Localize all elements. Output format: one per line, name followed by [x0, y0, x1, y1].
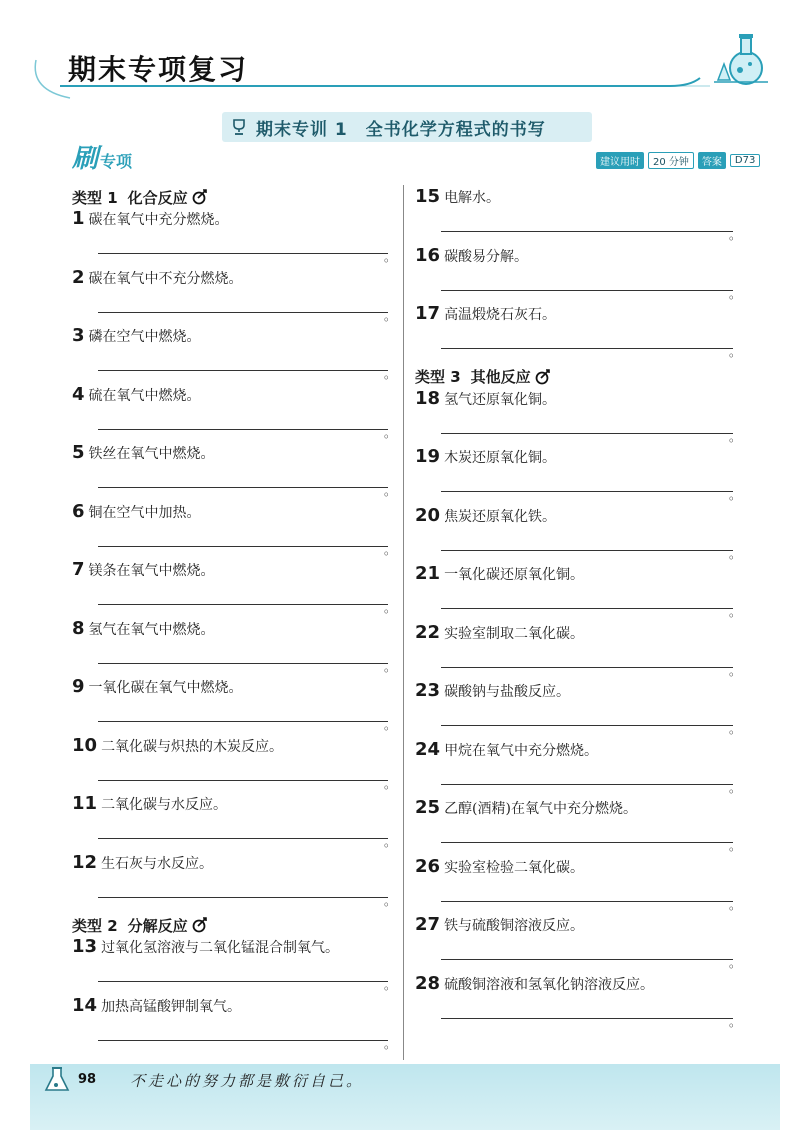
end-mark: 。	[728, 605, 741, 619]
type-label: 类型 3	[415, 368, 461, 386]
type-heading-2	[72, 914, 402, 936]
end-mark: 。	[728, 546, 741, 561]
question-number: 6	[72, 500, 85, 522]
answer-line[interactable]	[441, 348, 733, 349]
question-item	[72, 267, 402, 326]
question-text: 生石灰与水反应。	[101, 855, 214, 872]
question-item	[415, 856, 747, 915]
end-mark: 。	[728, 1014, 741, 1029]
question-text: 焦炭还原氧化铁。	[444, 508, 557, 525]
end-mark: 。	[728, 286, 741, 301]
answer-line[interactable]	[441, 1018, 733, 1019]
question-number: 17	[415, 303, 441, 324]
question-text: 碳酸钠与盐酸反应。	[444, 684, 571, 700]
question-text: 加热高锰酸钾制氧气。	[101, 998, 242, 1015]
brush-big: 刷	[72, 144, 99, 174]
right-column	[415, 186, 747, 1031]
question-text: 磷在空气中燃烧。	[88, 329, 201, 345]
question-text: 硫酸铜溶液和氢氧化钠溶液反应。	[444, 976, 655, 993]
answer-line[interactable]	[441, 667, 733, 668]
meta-badges	[596, 152, 760, 169]
question-text: 镁条在氧气中燃烧。	[88, 563, 215, 579]
question-item	[415, 680, 747, 739]
answer-line[interactable]	[441, 491, 733, 492]
end-mark: 。	[383, 542, 396, 557]
question-text: 氢气在氧气中燃烧。	[88, 621, 215, 638]
end-mark: 。	[383, 893, 396, 908]
time-value: 20 分钟	[648, 152, 694, 169]
answer-line[interactable]	[441, 433, 733, 434]
end-mark: 。	[383, 776, 396, 791]
question-item	[415, 973, 747, 1032]
target-check-icon	[535, 369, 551, 385]
answer-line[interactable]	[441, 784, 733, 785]
question-number: 28	[415, 972, 441, 994]
answer-line[interactable]	[98, 253, 388, 254]
end-mark: 。	[728, 956, 741, 970]
question-item	[72, 676, 402, 735]
question-item	[72, 936, 402, 995]
answer-line[interactable]	[441, 608, 733, 609]
question-number: 5	[72, 442, 85, 463]
question-item	[72, 618, 402, 677]
question-item	[72, 852, 402, 911]
time-label: 建议用时	[596, 152, 644, 169]
question-text: 氢气还原氧化铜。	[444, 391, 557, 408]
end-mark: 。	[728, 429, 741, 444]
question-number: 11	[72, 793, 98, 814]
answer-label: 答案	[698, 152, 726, 169]
end-mark: 。	[383, 1036, 396, 1051]
question-number: 23	[415, 680, 441, 701]
question-text: 铜在空气中加热。	[88, 504, 201, 521]
section-heading	[222, 112, 592, 142]
end-mark: 。	[728, 780, 741, 795]
answer-line[interactable]	[441, 959, 733, 960]
brush-small: 专项	[100, 152, 133, 171]
question-text: 一氧化碳还原氧化铜。	[444, 567, 585, 583]
question-number: 18	[415, 387, 441, 409]
question-text: 碳酸易分解。	[444, 248, 529, 265]
question-number: 14	[72, 994, 98, 1016]
question-number: 22	[415, 621, 441, 643]
answer-line[interactable]	[441, 231, 733, 232]
question-text: 二氧化碳与炽热的木炭反应。	[101, 738, 284, 755]
question-item	[72, 501, 402, 560]
page-title: 期末专项复习	[68, 53, 249, 86]
question-item	[72, 995, 402, 1054]
type-heading-3	[415, 366, 747, 388]
answer-line[interactable]	[98, 780, 388, 781]
question-text: 乙醇(酒精)在氧气中充分燃烧。	[444, 801, 637, 817]
question-item	[72, 793, 402, 852]
answer-line[interactable]	[441, 290, 733, 291]
answer-line[interactable]	[98, 546, 388, 547]
question-text: 二氧化碳与水反应。	[101, 797, 228, 813]
question-text: 一氧化碳在氧气中燃烧。	[88, 680, 243, 696]
end-mark: 。	[383, 484, 396, 498]
type-label: 类型 1	[72, 188, 118, 207]
left-column	[72, 186, 402, 1053]
answer-line[interactable]	[98, 721, 388, 722]
type-name: 分解反应	[127, 916, 188, 935]
question-text: 甲烷在氧气中充分燃烧。	[444, 742, 599, 759]
end-mark: 。	[728, 228, 741, 242]
end-mark: 。	[728, 345, 741, 359]
question-number: 24	[415, 738, 441, 760]
question-number: 16	[415, 244, 441, 266]
question-item	[72, 559, 402, 618]
question-number: 12	[72, 851, 98, 873]
question-text: 电解水。	[444, 190, 501, 206]
end-mark: 。	[383, 835, 396, 849]
question-text: 实验室检验二氧化碳。	[444, 859, 585, 876]
question-text: 过氧化氢溶液与二氧化锰混合制氧气。	[101, 940, 340, 956]
question-item	[415, 303, 747, 362]
question-number: 7	[72, 559, 85, 580]
question-number: 20	[415, 504, 441, 526]
question-number: 27	[415, 914, 441, 935]
brush-label	[72, 138, 132, 175]
answer-line[interactable]	[441, 725, 733, 726]
question-text: 碳在氧气中不充分燃烧。	[88, 270, 243, 287]
question-item	[415, 739, 747, 798]
end-mark: 。	[383, 718, 396, 732]
question-number: 15	[415, 186, 441, 207]
answer-line[interactable]	[98, 1040, 388, 1041]
question-text: 硫在氧气中燃烧。	[88, 387, 201, 404]
question-item	[72, 208, 402, 267]
question-item	[72, 442, 402, 501]
answer-line[interactable]	[98, 897, 388, 898]
question-number: 4	[72, 383, 85, 405]
question-number: 3	[72, 325, 85, 346]
question-item	[415, 914, 747, 973]
question-item	[415, 245, 747, 304]
end-mark: 。	[383, 425, 396, 440]
target-check-icon	[192, 917, 208, 933]
footer-motto: 不走心的努力都是敷衍自己。	[130, 1072, 365, 1090]
question-item	[72, 735, 402, 794]
end-mark: 。	[383, 978, 396, 992]
answer-line[interactable]	[98, 487, 388, 488]
end-mark: 。	[728, 488, 741, 502]
answer-line[interactable]	[441, 842, 733, 843]
answer-line[interactable]	[441, 901, 733, 902]
question-item	[415, 505, 747, 564]
end-mark: 。	[383, 250, 396, 264]
end-mark: 。	[728, 722, 741, 736]
answer-line[interactable]	[98, 604, 388, 605]
question-number: 19	[415, 446, 441, 467]
question-number: 26	[415, 855, 441, 877]
question-item	[415, 797, 747, 856]
question-number: 8	[72, 617, 85, 639]
end-mark: 。	[383, 659, 396, 674]
answer-value: D73	[730, 154, 760, 167]
question-number: 13	[72, 936, 98, 957]
answer-line[interactable]	[98, 981, 388, 982]
end-mark: 。	[383, 601, 396, 615]
header-banner	[30, 40, 770, 92]
question-text: 铁与硫酸铜溶液反应。	[444, 918, 585, 934]
question-item	[415, 446, 747, 505]
question-item	[415, 388, 747, 447]
answer-line[interactable]	[98, 429, 388, 430]
flask-icon	[42, 1064, 72, 1094]
question-text: 铁丝在氧气中燃烧。	[88, 446, 215, 462]
question-item	[415, 563, 747, 622]
column-divider	[403, 185, 404, 1060]
type-heading-1	[72, 186, 402, 208]
question-item	[415, 622, 747, 681]
end-mark: 。	[383, 308, 396, 323]
page-number: 98	[78, 1072, 97, 1087]
question-number: 25	[415, 797, 441, 818]
answer-line[interactable]	[98, 838, 388, 839]
answer-line[interactable]	[98, 312, 388, 313]
end-mark: 。	[728, 897, 741, 912]
question-item	[72, 325, 402, 384]
flask-icon	[710, 28, 770, 88]
page-footer	[30, 1064, 780, 1130]
answer-line[interactable]	[98, 370, 388, 371]
answer-line[interactable]	[441, 550, 733, 551]
question-number: 1	[72, 208, 85, 229]
question-text: 高温煅烧石灰石。	[444, 307, 557, 323]
trophy-icon	[230, 118, 248, 136]
question-text: 碳在氧气中充分燃烧。	[88, 212, 229, 228]
end-mark: 。	[383, 367, 396, 381]
end-mark: 。	[728, 663, 741, 678]
type-label: 类型 2	[72, 916, 118, 935]
type-name: 其他反应	[470, 368, 531, 386]
section-title: 期末专训 1 全书化学方程式的书写	[256, 119, 546, 140]
question-number: 21	[415, 563, 441, 584]
question-number: 2	[72, 266, 85, 288]
target-check-icon	[192, 189, 208, 205]
type-name: 化合反应	[127, 188, 188, 207]
question-text: 实验室制取二氧化碳。	[444, 625, 585, 642]
answer-line[interactable]	[98, 663, 388, 664]
question-number: 10	[72, 734, 98, 756]
end-mark: 。	[728, 839, 741, 853]
question-item	[415, 186, 747, 245]
question-text: 木炭还原氧化铜。	[444, 450, 557, 466]
question-item	[72, 384, 402, 443]
question-number: 9	[72, 676, 85, 697]
